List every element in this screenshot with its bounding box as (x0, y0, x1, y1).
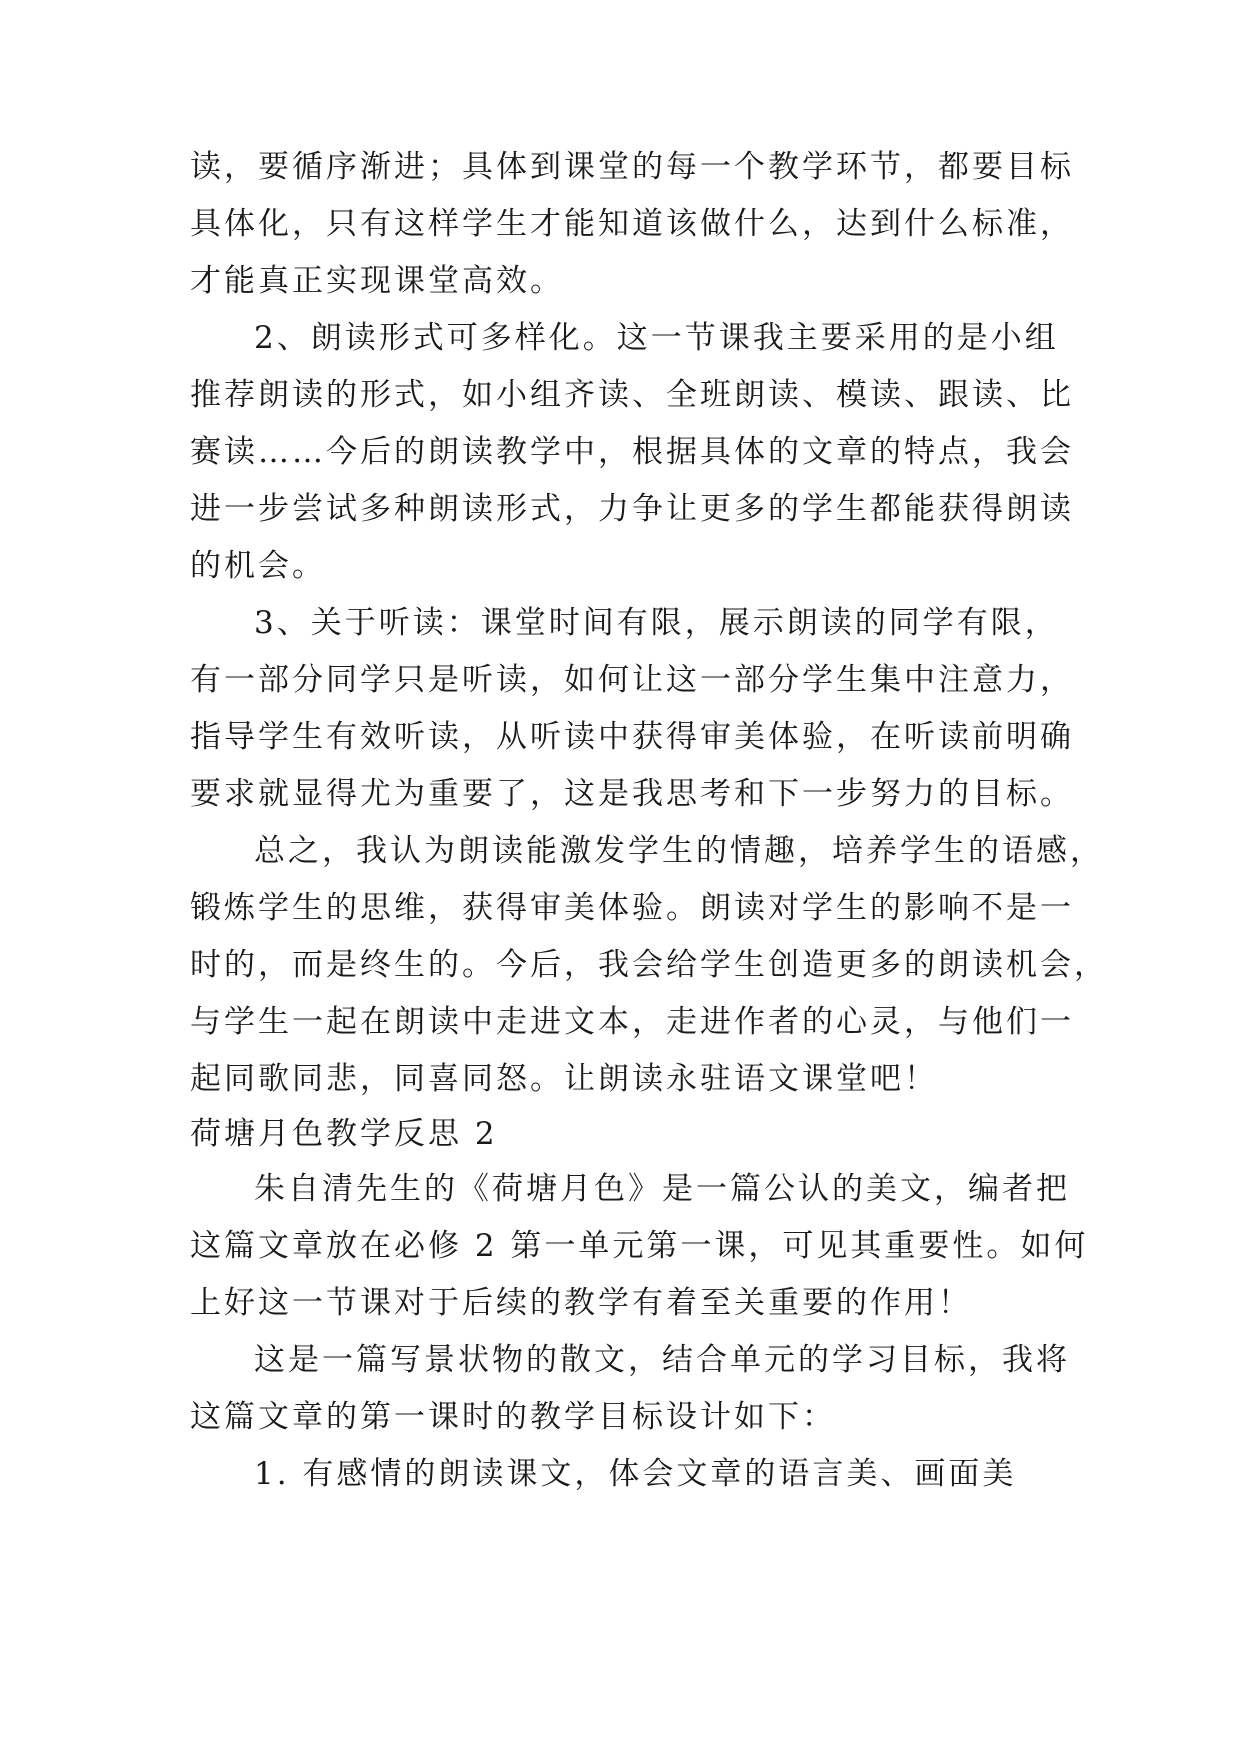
paragraph-line: 这是一篇写景状物的散文，结合单元的学习目标，我将 (254, 1342, 1070, 1378)
paragraph-line: 具体化，只有这样学生才能知道该做什么，达到什么标准， (190, 206, 1074, 242)
paragraph-line: 有一部分同学只是听读，如何让这一部分学生集中注意力， (190, 662, 1074, 698)
paragraph-line: 这篇文章的第一课时的教学目标设计如下： (190, 1399, 836, 1435)
paragraph-line: 2、朗读形式可多样化。这一节课我主要采用的是小组 (254, 320, 1059, 356)
paragraph-line: 要求就显得尤为重要了，这是我思考和下一步努力的目标。 (190, 776, 1074, 812)
paragraph-line: 才能真正实现课堂高效。 (190, 263, 564, 299)
paragraph-line: 的机会。 (190, 548, 326, 584)
paragraph-line: 赛读……今后的朗读教学中，根据具体的文章的特点，我会 (190, 434, 1074, 470)
paragraph-line: 时的，而是终生的。今后，我会给学生创造更多的朗读机会， (190, 947, 1108, 983)
paragraph-line: 朱自清先生的《荷塘月色》是一篇公认的美文，编者把 (254, 1171, 1070, 1207)
paragraph-line: 进一步尝试多种朗读形式，力争让更多的学生都能获得朗读 (190, 491, 1074, 527)
paragraph-line: 3、关于听读：课堂时间有限，展示朗读的同学有限， (254, 605, 1059, 641)
paragraph-line: 推荐朗读的形式，如小组齐读、全班朗读、模读、跟读、比 (190, 377, 1074, 413)
paragraph-line: 起同歌同悲，同喜同怒。让朗读永驻语文课堂吧！ (190, 1061, 938, 1097)
paragraph-line: 与学生一起在朗读中走进文本，走进作者的心灵，与他们一 (190, 1004, 1074, 1040)
section-title: 荷塘月色教学反思 2 (190, 1116, 498, 1152)
paragraph-line: 总之，我认为朗读能激发学生的情趣，培养学生的语感， (254, 833, 1104, 869)
paragraph-line: 读，要循序渐进；具体到课堂的每一个教学环节，都要目标 (190, 149, 1074, 185)
paragraph-line: 上好这一节课对于后续的教学有着至关重要的作用！ (190, 1285, 972, 1321)
paragraph-line: 指导学生有效听读，从听读中获得审美体验，在听读前明确 (190, 719, 1074, 755)
paragraph-line: 这篇文章放在必修 2 第一单元第一课，可见其重要性。如何 (190, 1228, 1089, 1264)
list-item: 1. 有感情的朗读课文，体会文章的语言美、画面美 (254, 1456, 1017, 1492)
paragraph-line: 锻炼学生的思维，获得审美体验。朗读对学生的影响不是一 (190, 890, 1074, 926)
